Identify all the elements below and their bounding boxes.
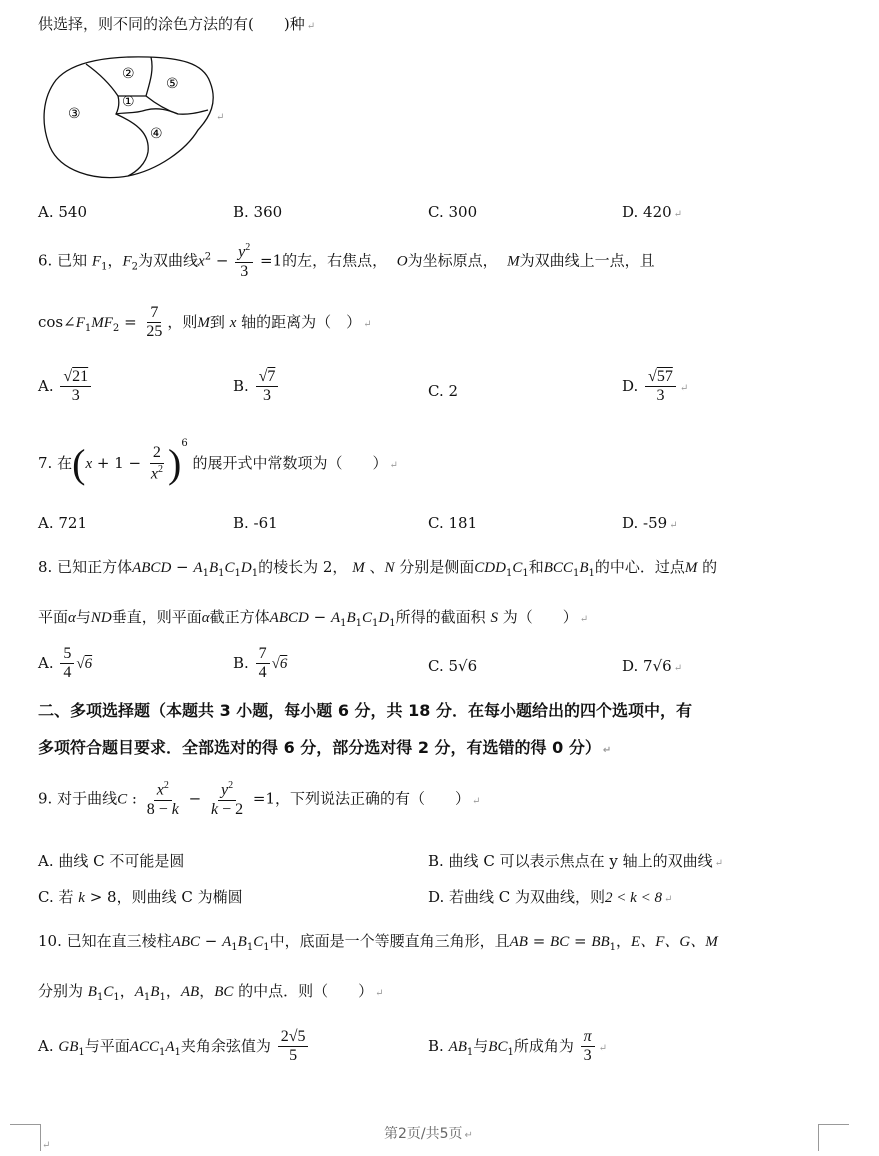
q7-option-c: C. 181 bbox=[428, 514, 478, 532]
region-map-diagram bbox=[38, 52, 238, 184]
q5-option-d: D. 420 ↵ bbox=[622, 203, 683, 221]
q9-stem: 9. 对于曲线C : $\frac{x^2}{8 - k}$ − $\frac{y^2}{k - 2}$ =1，下列说法正确的有（ ） ↵ bbox=[38, 780, 481, 818]
region-2-label: ② bbox=[122, 66, 135, 82]
q8-stem-line2: 平面α与ND垂直，则平面α截正方体ABCD − $A_1B_1C_1D_1$所得的截面积 S 为（ ） ↵ bbox=[38, 608, 589, 629]
q8-option-c: C. 5√6 bbox=[428, 657, 478, 675]
page-corner-mark-left bbox=[10, 1124, 41, 1151]
q5-option-b: B. 360 bbox=[233, 203, 283, 221]
q7-option-a: A. 721 bbox=[38, 514, 87, 532]
q5-option-a: A. 540 bbox=[38, 203, 87, 221]
q5-option-c: C. 300 bbox=[428, 203, 478, 221]
q6-stem-line2: $\cos\angle F_1MF_2$ = $\frac{7}{25}$ ，则M到 x 轴的距离为（ ） ↵ bbox=[38, 304, 372, 341]
section-2-heading-line2: 多项符合题目要求．全部选对的得 6 分，部分选对得 2 分，有选错的得 0 分） ↵ bbox=[38, 738, 612, 757]
q7-option-d: D. -59 ↵ bbox=[622, 514, 678, 532]
q7-option-b: B. -61 bbox=[233, 514, 278, 532]
q8-option-a: A. $\frac{5}{4}$ √6 bbox=[38, 645, 93, 682]
paragraph-mark: ↵ bbox=[216, 112, 225, 123]
q8-option-d: D. 7√6 ↵ bbox=[622, 657, 683, 675]
q10-stem-line1: 10. 已知在直三棱柱ABC − $A_1B_1C_1$中，底面是一个等腰直角三角形，且AB = BC = $BB_1$，E、F、G、M bbox=[38, 932, 718, 953]
q6-stem-line1: 6. 已知 $F_1$，$F_2$为双曲线$x^2$ − $\frac{y^2}{3}$ =1的左，右焦点， O为坐标原点， M为双曲线上一点，且 bbox=[38, 242, 655, 280]
q8-stem-line1: 8. 已知正方体ABCD − $A_1B_1C_1D_1$的棱长为 2， M 、N 分别是侧面$CDD_1C_1$和$BCC_1B_1$的中心．过点M 的 bbox=[38, 558, 718, 579]
q7-stem: 7. 在(x + 1 − $\frac{2}{x^2}$ )$^6$ 的展开式中常数项为（ ） ↵ bbox=[38, 438, 398, 486]
region-4-label: ④ bbox=[150, 126, 163, 142]
q6-option-c: C. 2 bbox=[428, 382, 459, 400]
q9-option-a: A. 曲线 C 不可能是圆 bbox=[38, 852, 185, 870]
q10-stem-line2: 分别为 $B_1C_1$，$A_1B_1$，AB，BC 的中点．则（ ） ↵ bbox=[38, 982, 384, 1003]
q9-option-b: B. 曲线 C 可以表示焦点在 y 轴上的双曲线 ↵ bbox=[428, 852, 723, 870]
q10-option-b: B. $AB_1$与$BC_1$所成角为 $\frac{\pi}{3}$ ↵ bbox=[428, 1028, 608, 1065]
q9-option-c: C. 若 k > 8，则曲线 C 为椭圆 bbox=[38, 888, 243, 906]
region-3-label: ③ bbox=[68, 106, 81, 122]
paragraph-mark: ↵ bbox=[42, 1140, 51, 1151]
q9-option-d: D. 若曲线 C 为双曲线，则2 < k < 8 ↵ bbox=[428, 888, 673, 906]
section-2-heading-line1: 二、多项选择题（本题共 3 小题，每小题 6 分，共 18 分．在每小题给出的四个选项中，有 bbox=[38, 701, 692, 720]
q10-option-a: A. $GB_1$与平面$ACC_1A_1$夹角余弦值为 $\frac{2√5}{5}$ bbox=[38, 1028, 310, 1066]
q5-stem-tail: 供选择，则不同的涂色方法的有( )种 ↵ bbox=[38, 15, 316, 33]
region-5-label: ⑤ bbox=[166, 76, 179, 92]
q6-option-d: D. $\frac{√57}{3}$ ↵ bbox=[622, 368, 689, 405]
page-footer: 第2页/共5页 ↵ bbox=[384, 1126, 473, 1142]
region-1-label: ① bbox=[122, 94, 135, 110]
q6-option-a: A. $\frac{√21}{3}$ bbox=[38, 368, 93, 406]
page-corner-mark-right bbox=[818, 1124, 849, 1151]
q8-option-b: B. $\frac{7}{4}$ √6 bbox=[233, 645, 288, 682]
q6-option-b: B. $\frac{√7}{3}$ bbox=[233, 368, 280, 406]
